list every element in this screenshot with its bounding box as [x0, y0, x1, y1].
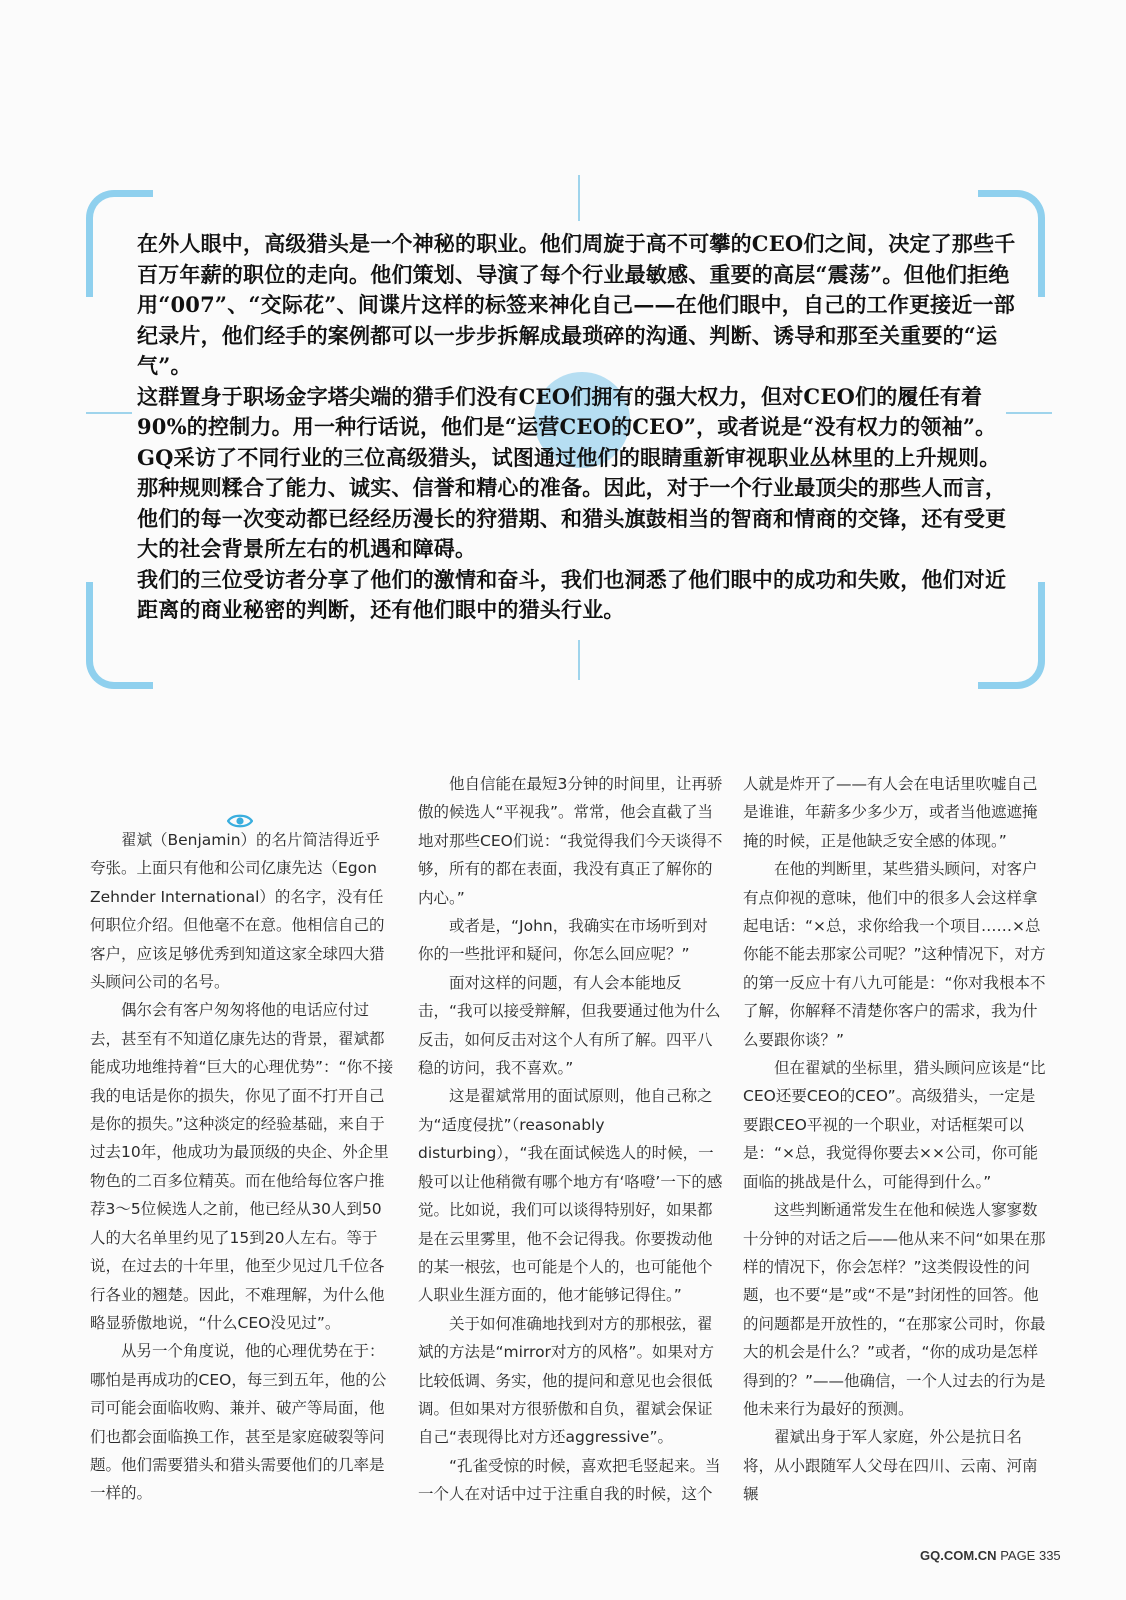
- body-paragraph: 面对这样的问题，有人会本能地反击，“我可以接受辩解，但我要通过他为什么反击，如何反击对这个人有所了解。四平八稳的访问，我不喜欢。”: [418, 973, 721, 1078]
- article-column-1: [90, 826, 395, 1508]
- intro-paragraph: 我们的三位受访者分享了他们的激情和奋斗，我们也洞悉了他们眼中的成功和失败，他们对近距离的商业秘密的判断，还有他们眼中的猎头行业。: [137, 566, 1007, 622]
- article-column-3: [743, 770, 1048, 1509]
- intro-text: [137, 229, 1017, 626]
- frame-vline-top: [578, 175, 580, 221]
- body-paragraph: 翟斌（Benjamin）的名片简洁得近乎夸张。上面只有他和公司亿康先达（Egon Zehnder International）的名字，没有任何职位介绍。但他毫不在意。他相信自己的客户，应该足够优秀到知道这家全球四大猎头顾问公司的名号。: [90, 831, 385, 992]
- body-paragraph: 这是翟斌常用的面试原则，他自己称之为“适度侵扰”（reasonably disturbing），“我在面试候选人的时候，一般可以让他稍微有哪个地方有‘咯噔’一下的感觉。比如说，我们可以谈得特别好，如果都是在云里雾里，他不会记得我。你要拨动他的某一根弦，也可能是个人的，也可能他个人职业生涯方面的，他才能够记得住。”: [418, 1087, 723, 1305]
- body-paragraph: 关于如何准确地找到对方的那根弦，翟斌的方法是“mirror对方的风格”。如果对方比较低调、务实，他的提问和意见也会很低调。但如果对方很骄傲和自负，翟斌会保证自己“表现得比对方还aggressive”。: [418, 1314, 714, 1447]
- body-paragraph: 他自信能在最短3分钟的时间里，让再骄傲的候选人“平视我”。常常，他会直截了当地对那些CEO们说：“我觉得我们今天谈得不够，所有的都在表面，我没有真正了解你的内心。”: [418, 775, 723, 907]
- intro-paragraph: 在外人眼中，高级猎头是一个神秘的职业。他们周旋于高不可攀的CEO们之间，决定了那些千百万年薪的职位的走向。他们策划、导演了每个行业最敏感、重要的高层“震荡”。但他们拒绝用“007”、“交际花”、间谍片这样的标签来神化自己——在他们眼中，自己的工作更接近一部纪录片，他们经手的案例都可以一步步拆解成最琐碎的沟通、判断、诱导和那至关重要的“运气”。: [137, 231, 1016, 378]
- page-number: PAGE 335: [1000, 1548, 1061, 1563]
- body-paragraph: 偶尔会有客户匆匆将他的电话应付过去，甚至有不知道亿康先达的背景，翟斌都能成功地维持着“巨大的心理优势”：“你不接我的电话是你的损失，你见了面不打开自己是你的损失。”这种淡定的经验基础，来自于过去10年，他成功为最顶级的央企、外企里物色的二百多位精英。而在他给每位客户推荐3～5位候选人之前，他已经从30人到50人的大名单里约见了15到20人左右。等于说，在过去的十年里，他至少见过几千位各行各业的翘楚。因此，不难理解，为什么他略显骄傲地说，“什么CEO没见过”。: [90, 1001, 394, 1332]
- intro-paragraph: GQ采访了不同行业的三位高级猎头，试图通过他们的眼睛重新审视职业丛林里的上升规则。那种规则糅合了能力、诚实、信誉和精心的准备。因此，对于一个行业最顶尖的那些人而言，他们的每一次变动都已经经历漫长的狩猎期、和猎头旗鼓相当的智商和情商的交锋，还有受更大的社会背景所左右的机遇和障碍。: [137, 444, 1007, 561]
- frame-hline-left: [86, 412, 132, 414]
- body-paragraph: 但在翟斌的坐标里，猎头顾问应该是“比CEO还要CEO的CEO”。高级猎头，一定是要跟CEO平视的一个职业，对话框架可以是：“×总，我觉得你要去××公司，你可能面临的挑战是什么，可能得到什么。”: [743, 1059, 1046, 1191]
- body-paragraph: 翟斌出身于军人家庭，外公是抗日名将，从小跟随军人父母在四川、云南、河南辗: [743, 1428, 1038, 1504]
- body-paragraph: 人就是炸开了——有人会在电话里吹嘘自己是谁谁，年薪多少多少万，或者当他遮遮掩掩的时候，正是他缺乏安全感的体现。”: [743, 775, 1038, 850]
- body-paragraph: 或者是，“John，我确实在市场听到对你的一些批评和疑问，你怎么回应呢？”: [418, 917, 708, 964]
- website-label: GQ.COM.CN: [920, 1548, 997, 1563]
- body-paragraph: 在他的判断里，某些猎头顾问，对客户有点仰视的意味，他们中的很多人会这样拿起电话：“×总，求你给我一个项目……×总你能不能去那家公司呢？”这种情况下，对方的第一反应十有八九可能是：“你对我根本不了解，你解释不清楚你客户的需求，我为什么要跟你谈？”: [743, 860, 1046, 1049]
- body-paragraph: 从另一个角度说，他的心理优势在于：哪怕是再成功的CEO，每三到五年，他的公司可能会面临收购、兼并、破产等局面，他们也都会面临换工作，甚至是家庭破裂等问题。他们需要猎头和猎头需要他们的几率是一样的。: [90, 1342, 387, 1503]
- body-paragraph: “孔雀受惊的时候，喜欢把毛竖起来。当一个人在对话中过于注重自我的时候，这个: [418, 1456, 721, 1504]
- page-footer: [920, 1548, 1061, 1563]
- intro-paragraph: 这群置身于职场金字塔尖端的猎手们没有CEO们拥有的强大权力，但对CEO们的履任有着90%的控制力。用一种行话说，他们是“运营CEO的CEO”，或者说是“没有权力的领袖”。: [137, 383, 997, 439]
- frame-vline-bottom: [578, 640, 580, 680]
- body-paragraph: 这些判断通常发生在他和候选人寥寥数十分钟的对话之后——他从来不问“如果在那样的情况下，你会怎样？”这类假设性的问题，也不要“是”或“不是”封闭性的回答。他的问题都是开放性的，“在那家公司时，你最大的机会是什么？”或者，“你的成功是怎样得到的？”——他确信，一个人过去的行为是他未来行为最好的预测。: [743, 1201, 1046, 1418]
- article-column-2: [418, 770, 723, 1509]
